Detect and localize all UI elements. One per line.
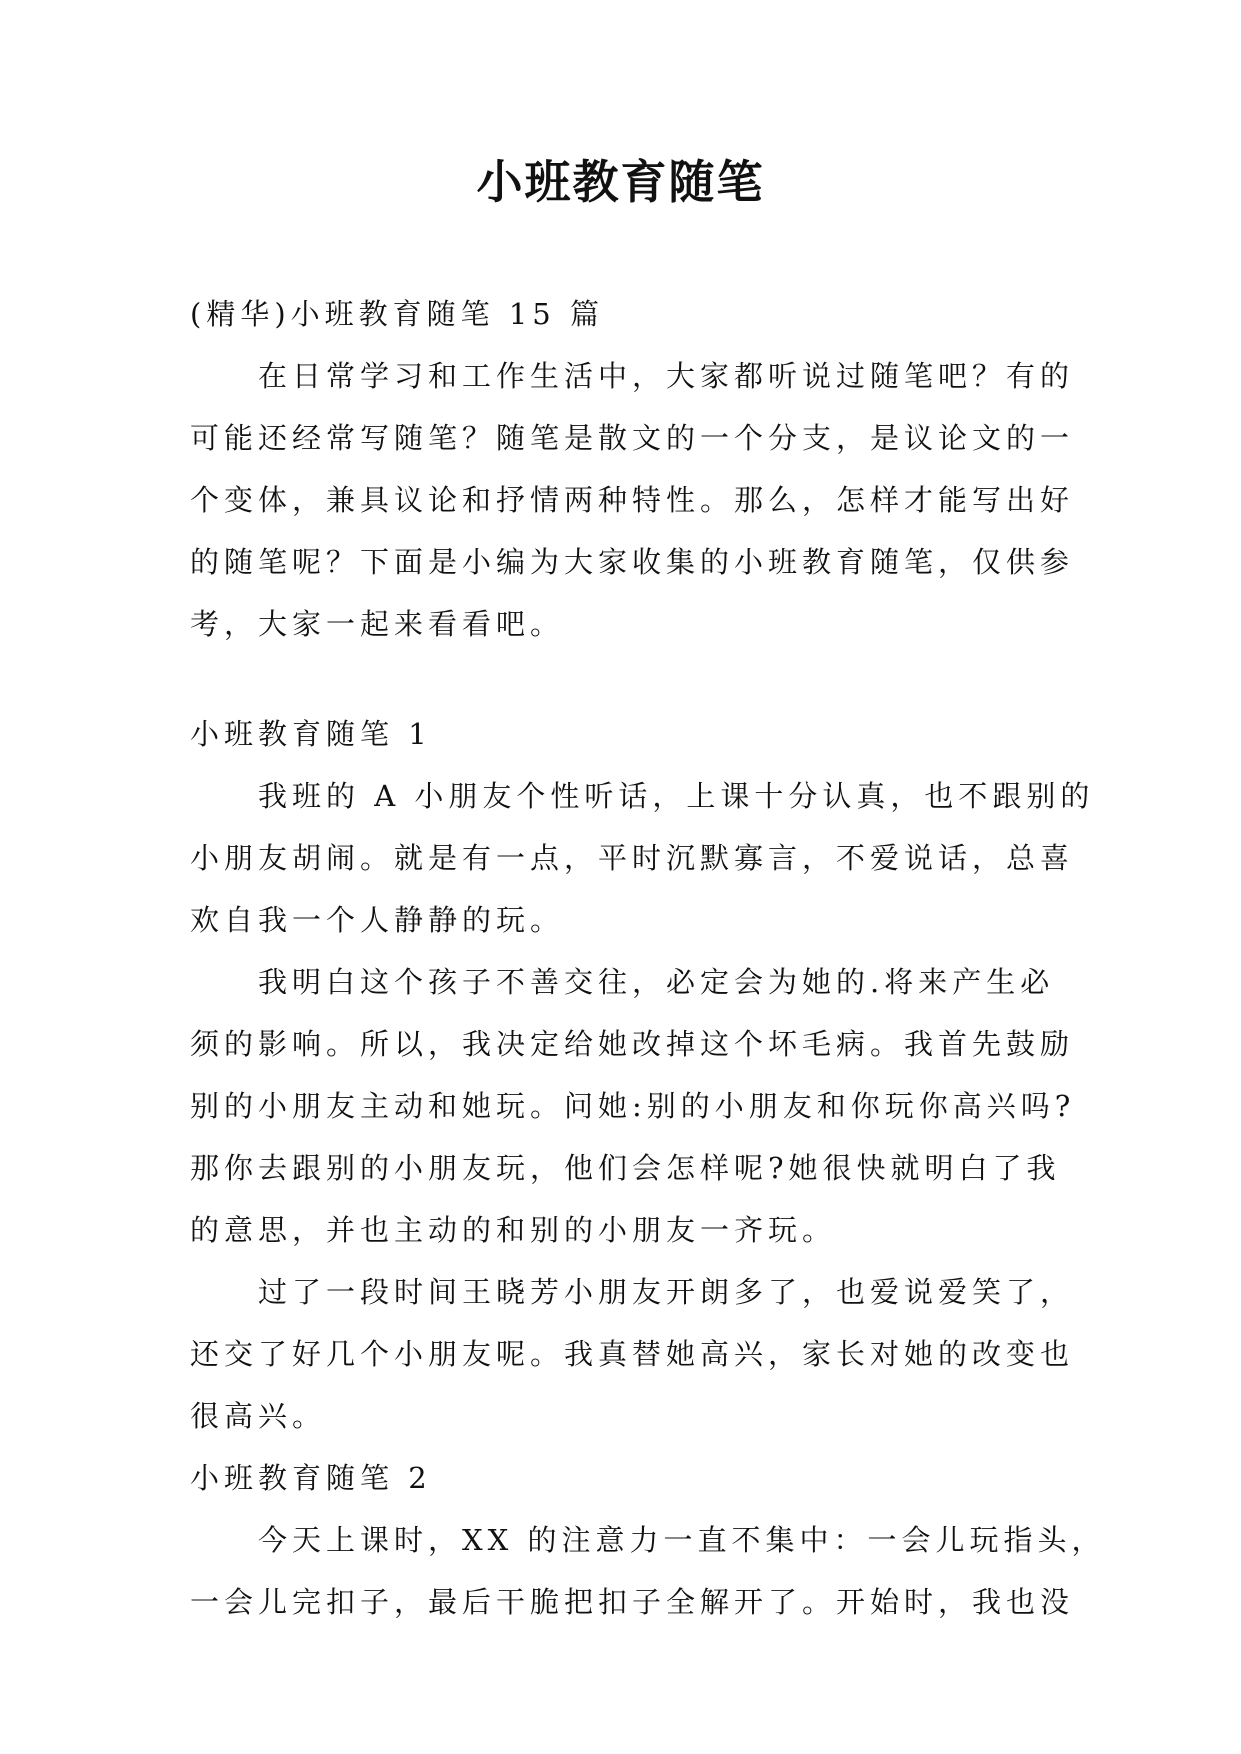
document-title: 小班教育随笔 <box>476 155 765 209</box>
section-1-p1-line-2: 小朋友胡闹。就是有一点，平时沉默寡言，不爱说话，总喜 <box>190 841 1075 875</box>
section-1-p1-line-3: 欢自我一个人静静的玩。 <box>190 903 565 937</box>
section-1-p3-line-2: 还交了好几个小朋友呢。我真替她高兴，家长对她的改变也 <box>190 1337 1075 1371</box>
section-1-heading: 小班教育随笔 1 <box>190 717 432 751</box>
section-2-p1-line-1: 今天上课时，XX 的注意力一直不集中：一会儿玩指头， <box>258 1523 1106 1557</box>
section-2-heading: 小班教育随笔 2 <box>190 1461 432 1495</box>
section-1-p2-line-3: 别的小朋友主动和她玩。问她:别的小朋友和你玩你高兴吗? <box>190 1089 1076 1123</box>
intro-line-2: 可能还经常写随笔？随笔是散文的一个分支，是议论文的一 <box>190 421 1075 455</box>
intro-line-5: 考，大家一起来看看吧。 <box>190 607 565 641</box>
section-1-p2-line-2: 须的影响。所以，我决定给她改掉这个坏毛病。我首先鼓励 <box>190 1027 1075 1061</box>
section-1-p3-line-3: 很高兴。 <box>190 1399 327 1433</box>
intro-line-4: 的随笔呢？下面是小编为大家收集的小班教育随笔，仅供参 <box>190 545 1075 579</box>
section-1-p2-line-5: 的意思，并也主动的和别的小朋友一齐玩。 <box>190 1213 837 1247</box>
section-1-p3-line-1: 过了一段时间王晓芳小朋友开朗多了，也爱说爱笑了， <box>258 1275 1075 1309</box>
section-1-p2-line-1: 我明白这个孩子不善交往，必定会为她的.将来产生必 <box>258 965 1055 999</box>
section-spacer <box>190 655 1052 703</box>
section-1-p2-line-4: 那你去跟别的小朋友玩，他们会怎样呢?她很快就明白了我 <box>190 1151 1061 1185</box>
document-body <box>190 283 1106 1633</box>
section-2-p1-line-2: 一会儿完扣子，最后干脆把扣子全解开了。开始时，我也没 <box>190 1585 1075 1619</box>
intro-line-3: 个变体，兼具议论和抒情两种特性。那么，怎样才能写出好 <box>190 483 1075 517</box>
document-subtitle: (精华)小班教育随笔 15 篇 <box>190 297 604 331</box>
section-1-p1-line-1: 我班的 A 小朋友个性听话，上课十分认真，也不跟别的 <box>258 779 1095 813</box>
intro-line-1: 在日常学习和工作生活中，大家都听说过随笔吧？有的 <box>258 359 1075 393</box>
